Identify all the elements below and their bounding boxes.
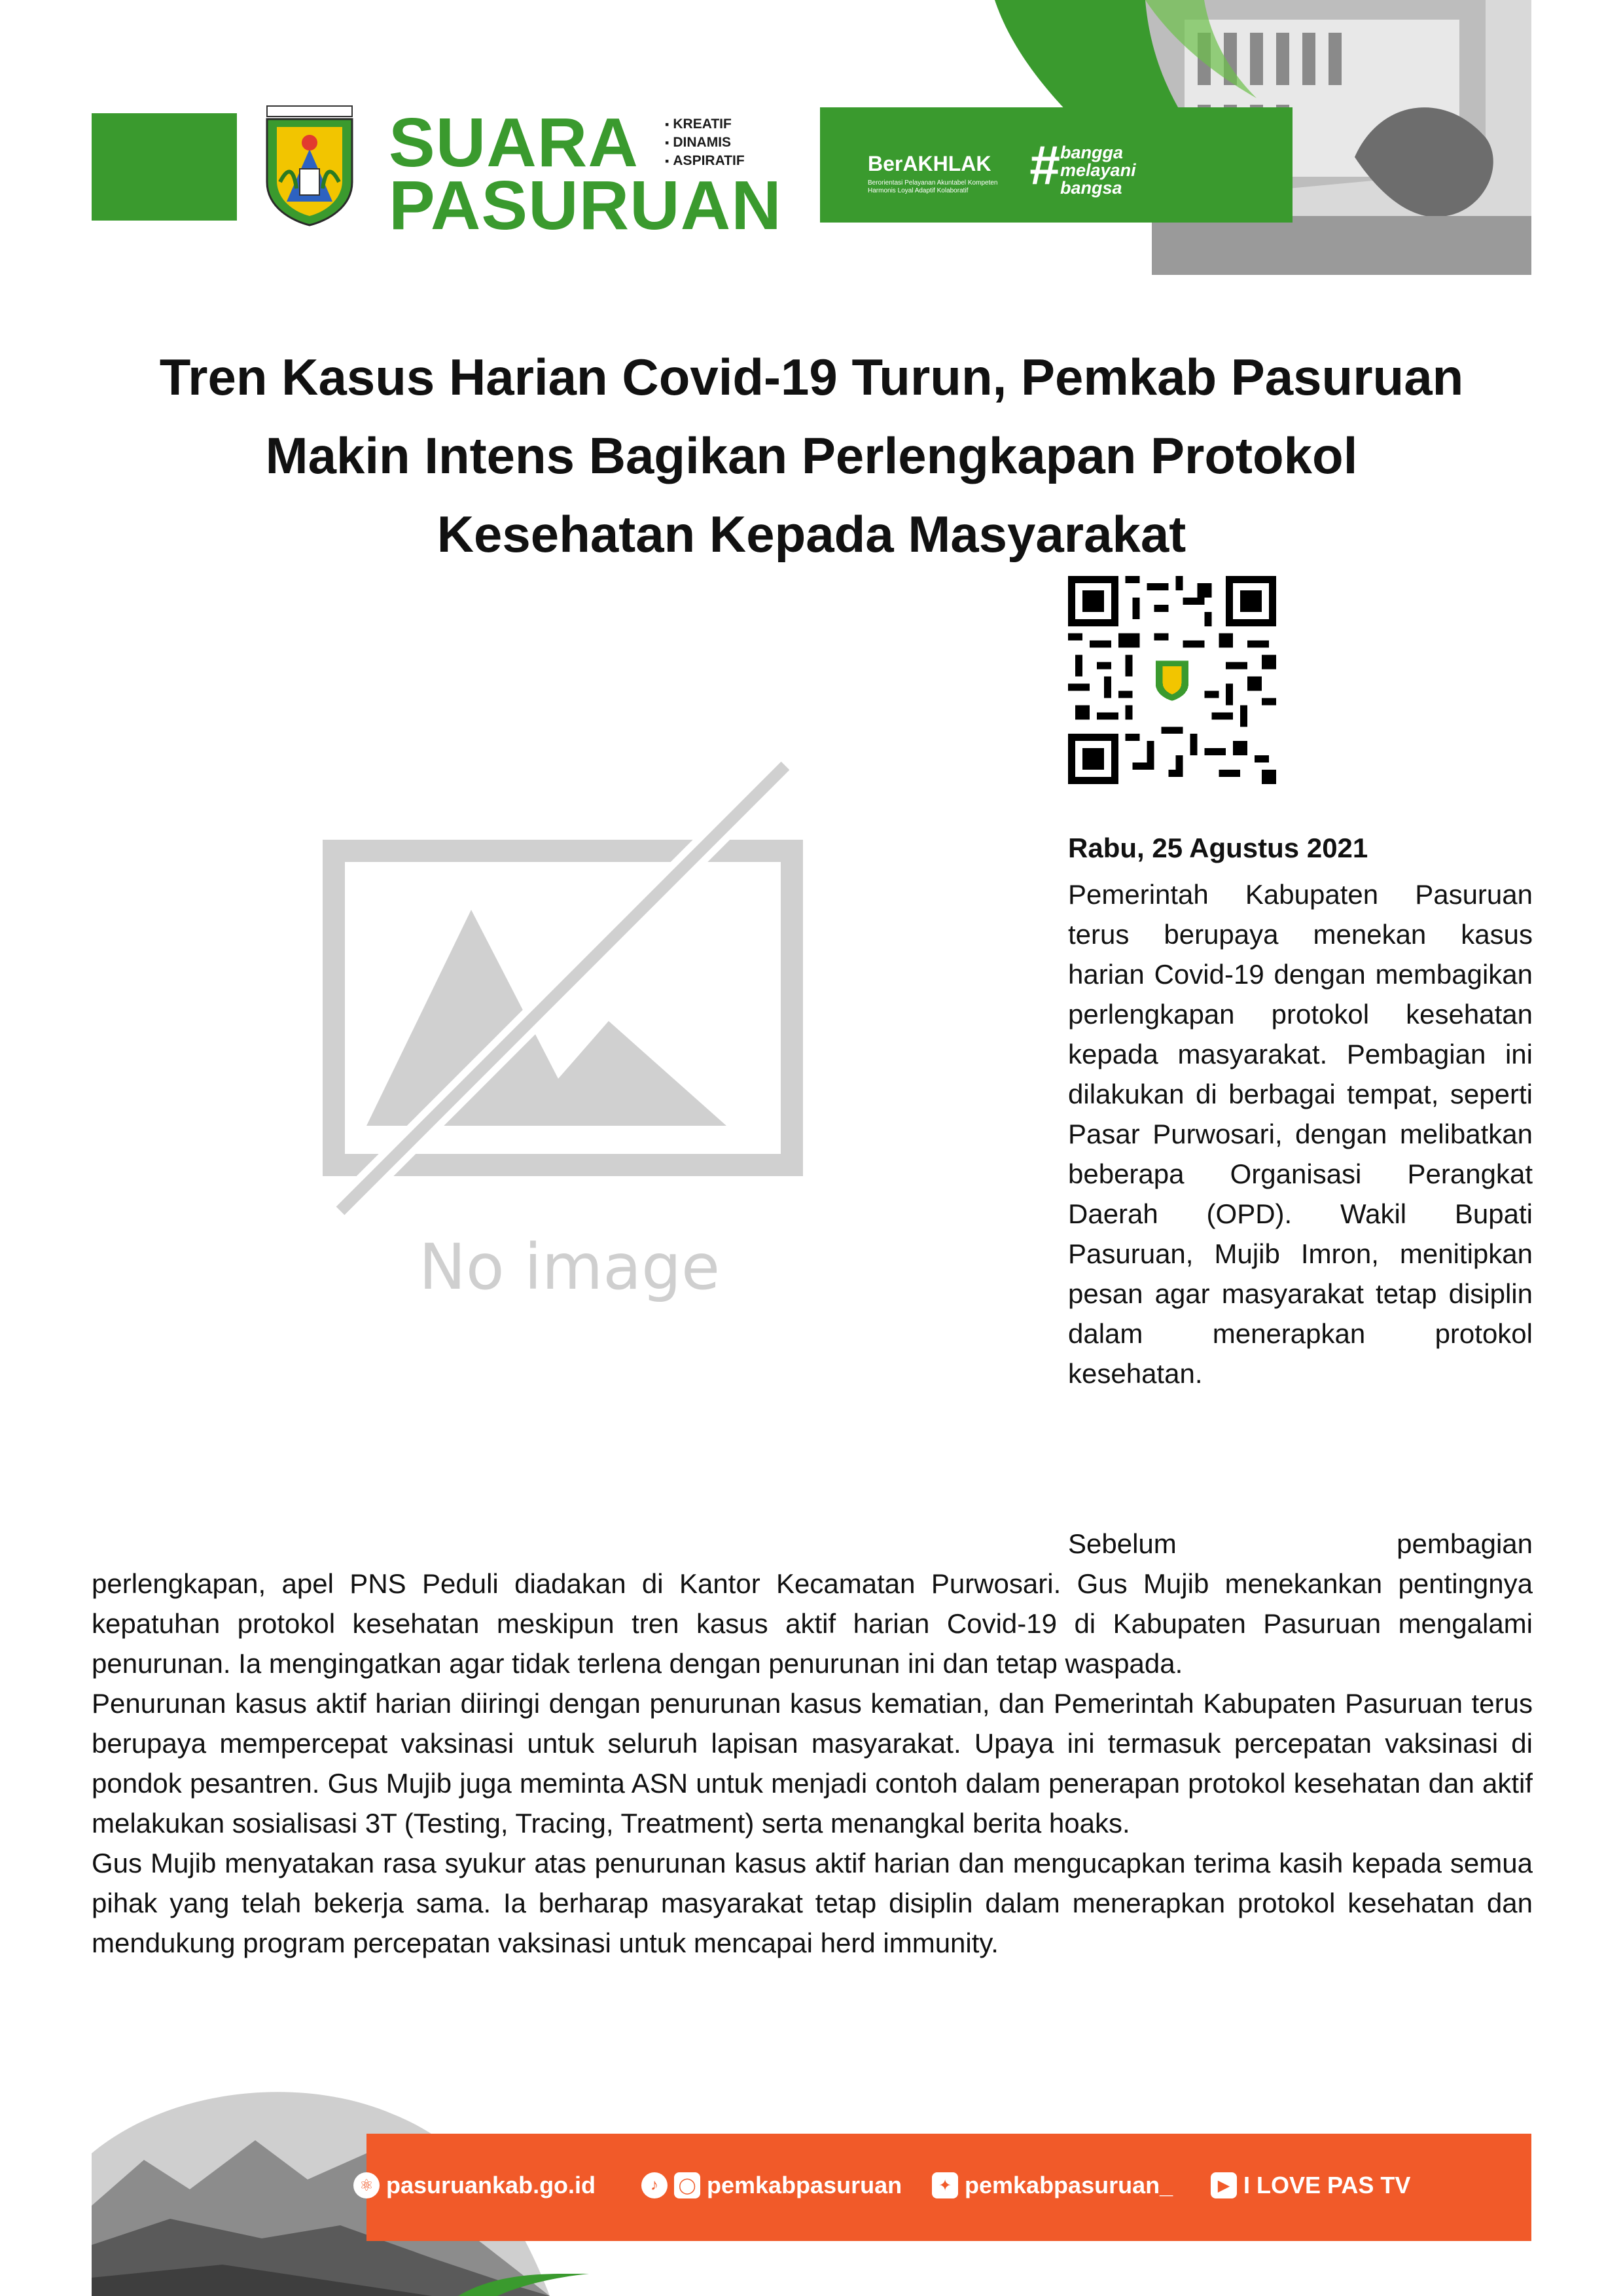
title-line: Makin Intens Bagikan Perlengkapan Protokol xyxy=(265,427,1358,484)
bangga-line: bangga xyxy=(1060,143,1124,162)
youtube-channel[interactable]: I LOVE PAS TV xyxy=(1243,2172,1411,2198)
footer-tiktok-instagram[interactable] xyxy=(641,2172,902,2199)
article-paragraph-4: Gus Mujib menyatakan rasa syukur atas penurunan kasus aktif harian dan mengucapkan terima kasih kepada semua pihak yang telah bekerja sama. Ia berharap masyarakat tetap disiplin dalam menerapkan protokol kesehatan dan mendukung program percepatan vaksinasi untuk mencapai herd immunity. xyxy=(92,1848,1533,1958)
globe-icon: ⚛ xyxy=(353,2172,380,2198)
tiktok-instagram-handle[interactable]: pemkabpasuruan xyxy=(707,2172,902,2198)
article-paragraph-2: perlengkapan, apel PNS Peduli diadakan di Kantor Kecamatan Purwosari. Gus Mujib menekankan pentingnya kepatuhan protokol kesehatan meskipun tren kasus aktif harian Covid-19 di Kabupaten Pasuruan mengalami penurunan. Ia mengingatkan agar tidak terlena dengan penurunan ini dan tetap waspada. xyxy=(92,1568,1533,1679)
tiktok-icon: ♪ xyxy=(641,2172,668,2198)
brand-line-2: PASURUAN xyxy=(389,167,782,244)
pasuruan-emblem xyxy=(260,103,359,226)
tagline-item: ▪ DINAMIS xyxy=(665,134,745,152)
article-paragraph-1 xyxy=(1068,874,1533,1393)
article-title xyxy=(92,338,1531,573)
footer-twitter[interactable] xyxy=(932,2172,1173,2199)
berakhlak-logo: BerAKHLAK xyxy=(868,152,991,175)
bangga-line: bangsa xyxy=(1060,178,1122,198)
title-line: Tren Kasus Harian Covid-19 Turun, Pemkab Pasuruan xyxy=(159,348,1464,406)
tagline xyxy=(665,115,745,170)
title-line: Kesehatan Kepada Masyarakat xyxy=(437,505,1186,563)
bangga-melayani-bangsa xyxy=(1060,144,1136,197)
tagline-item: ▪ KREATIF xyxy=(665,115,745,134)
footer-youtube[interactable] xyxy=(1211,2172,1410,2199)
twitter-handle[interactable]: pemkabpasuruan_ xyxy=(965,2172,1173,2198)
footer-website[interactable] xyxy=(353,2172,596,2199)
broken-image-icon xyxy=(321,759,805,1217)
image-placeholder xyxy=(321,759,805,1322)
tagline-item: ▪ ASPIRATIF xyxy=(665,152,745,170)
article-paragraph-3: Penurunan kasus aktif harian diiringi dengan penurunan kasus kematian, dan Pemerintah Kabupaten Pasuruan terus berupaya mempercepat vaksinasi untuk seluruh lapisan masyarakat. Upaya ini termasuk percepatan vaksinasi di pondok pesantren. Gus Mujib juga meminta ASN untuk menjadi contoh dalam penerapan protokol kesehatan dan aktif melakukan sosialisasi 3T (Testing, Tracing, Treatment) serta menangkal berita hoaks. xyxy=(92,1688,1533,1839)
footer-green-sweep xyxy=(92,2274,1531,2296)
website-link[interactable]: pasuruankab.go.id xyxy=(386,2172,596,2198)
youtube-icon: ▶ xyxy=(1211,2172,1237,2198)
paragraph-text: Pemerintah Kabupaten Pasuruan terus berupaya menekan kasus harian Covid-19 dengan membagikan perlengkapan protokol kesehatan kepada masyarakat. Pembagian ini dilakukan di berbagai tempat, seperti Pasar Purwosari, dengan melibatkan beberapa Organisasi Perangkat Daerah (OPD). Wakil Bupati Pasuruan, Mujib Imron, menitipkan pesan agar masyarakat tetap disiplin dalam menerapkan protokol kesehatan. xyxy=(1068,879,1533,1389)
article-date: Rabu, 25 Agustus 2021 xyxy=(1068,833,1368,863)
twitter-icon: ✦ xyxy=(932,2172,958,2198)
hashtag-icon: # xyxy=(1029,134,1060,196)
instagram-icon: ◯ xyxy=(674,2172,700,2198)
paragraph-word: pembagian xyxy=(1397,1528,1533,1559)
bangga-line: melayani xyxy=(1060,160,1136,180)
header-left-bar xyxy=(92,113,237,221)
brand-line-1: SUARA xyxy=(389,104,639,181)
article-body xyxy=(92,1564,1533,2058)
berakhlak-subtitle: Berorientasi Pelayanan Akuntabel Kompeten Harmonis Loyal Adaptif Kolaboratif xyxy=(868,179,998,194)
qr-code[interactable] xyxy=(1068,576,1276,784)
no-image-label: No image xyxy=(419,1230,721,1304)
paragraph-word: Sebelum xyxy=(1068,1528,1177,1559)
paragraph-2-start xyxy=(1068,1524,1533,1564)
